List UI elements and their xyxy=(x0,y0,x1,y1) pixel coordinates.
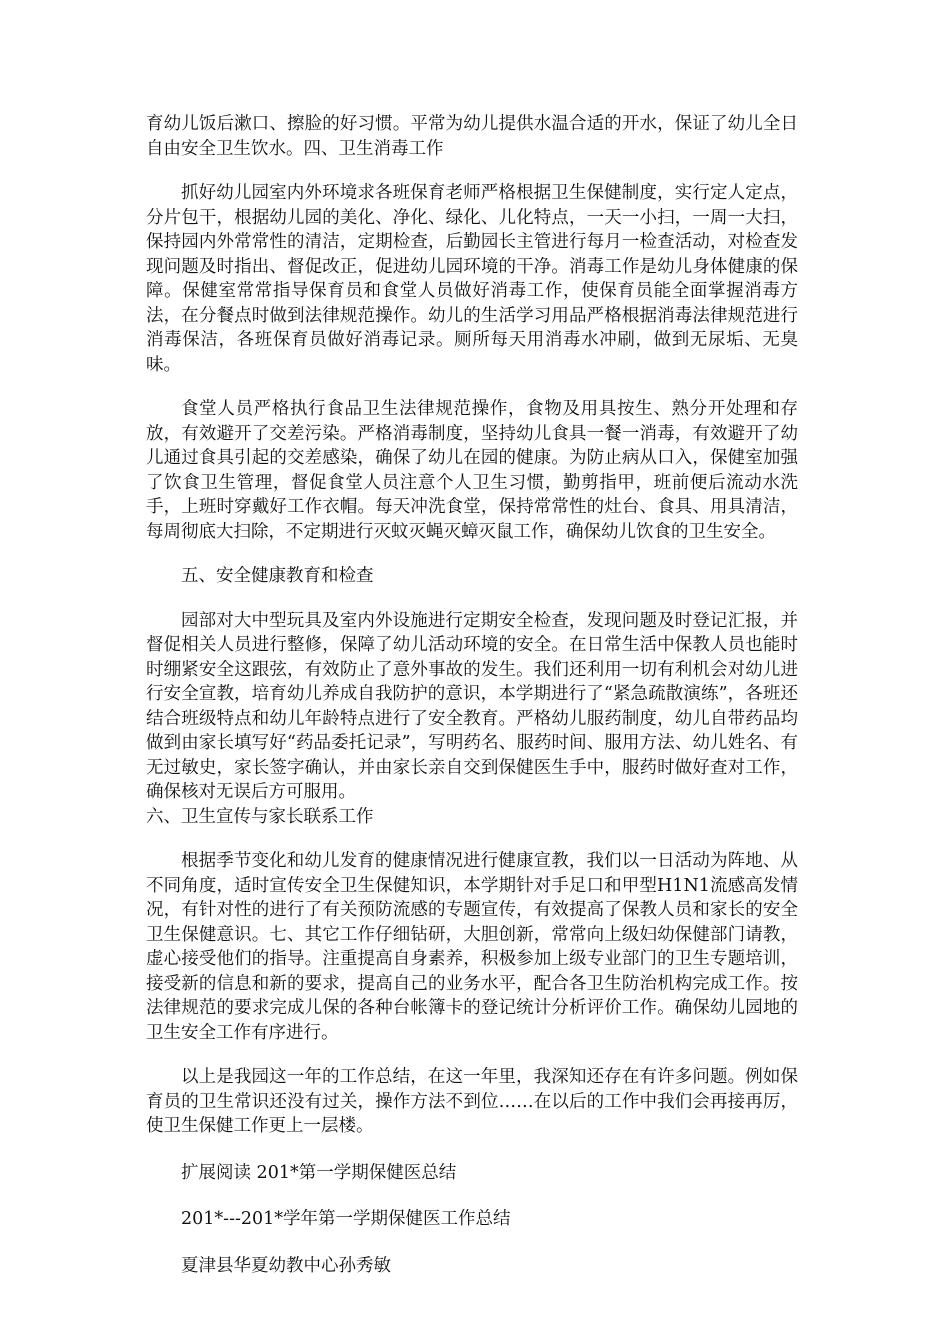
paragraph-disinfection: 抓好幼儿园室内外环境求各班保育老师严格根据卫生保健制度，实行定人定点，分片包干，根据幼儿园的美化、净化、绿化、儿化特点，一天一小扫，一周一大扫，保持园内外常常性的清洁，定期检查，后勤园长主管进行每月一检查活动，对检查发现问题及时指出、督促改正，促进幼儿园环境的干净。消毒工作是幼儿身体健康的保障。保健室常常指导保育员和食堂人员做好消毒工作，使保育员能全面掌握消毒方法，在分餐点时做到法律规范操作。幼儿的生活学习用品严格根据消毒法律规范进行消毒保洁，各班保育员做好消毒记录。厕所每天用消毒水冲刷，做到无尿垢、无臭味。 xyxy=(146,183,798,375)
heading-health-publicity: 六、卫生宣传与家长联系工作 xyxy=(146,806,374,827)
paragraph-hygiene-habits: 育幼儿饭后漱口、擦脸的好习惯。平常为幼儿提供水温合适的开水，保证了幼儿全日自由安全卫生饮水。四、卫生消毒工作 xyxy=(146,114,798,159)
heading-safety-education: 五、安全健康教育和检查 xyxy=(181,566,374,586)
author-line: 夏津县华夏幼教中心孙秀敏 xyxy=(181,1255,391,1276)
summary-title: 201*---201*学年第一学期保健医工作总结 xyxy=(181,1209,511,1229)
paragraph-safety-inspection: 园部对大中型玩具及室内外设施进行定期安全检查，发现问题及时登记汇报，并督促相关人员进行整修，保障了幼儿活动环境的安全。在日常生活中保教人员也能时时绷紧安全这跟弦，有效防止了意外事故的发生。我们还利用一切有利机会对幼儿进行安全宣教，培育幼儿养成自我防护的意识，本学期进行了“紧急疏散演练”，各班还结合班级特点和幼儿年龄特点进行了安全教育。严格幼儿服药制度，幼儿自带药品均做到由家长填写好“药品委托记录”，写明药名、服药时间、服用方法、幼儿姓名、有无过敏史，家长签字确认，并由家长亲自交到保健医生手中，服药时做好查对工作，确保核对无误后方可服用。 xyxy=(146,610,798,802)
paragraph-conclusion: 以上是我园这一年的工作总结，在这一年里，我深知还存在有许多问题。例如保育员的卫生常识还没有过关，操作方法不到位……在以后的工作中我们会再接再厉，使卫生保健工作更上一层楼。 xyxy=(146,1067,798,1136)
paragraph-health-publicity: 根据季节变化和幼儿发育的健康情况进行健康宣教，我们以一日活动为阵地、从不同角度，适时宣传安全卫生保健知识，本学期针对手足口和甲型H1N1流感高发情况，有针对性的进行了有关预防流感的专题宣传，有效提高了保教人员和家长的安全卫生保健意识。七、其它工作仔细钻研，大胆创新，常常向上级妇幼保健部门请教，虚心接受他们的指导。注重提高自身素养，积极参加上级专业部门的卫生专题培训，接受新的信息和新的要求，提高自己的业务水平，配合各卫生防治机构完成工作。按法律规范的要求完成儿保的各种台帐簿卡的登记统计分析评价工作。确保幼儿园地的卫生安全工作有序进行。 xyxy=(146,851,798,1043)
paragraph-canteen: 食堂人员严格执行食品卫生法律规范操作，食物及用具按生、熟分开处理和存放，有效避开了交差污染。严格消毒制度，坚持幼儿食具一餐一消毒，有效避开了幼儿通过食具引起的交差感染，确保了幼儿在园的健康。为防止病从口入，保健室加强了饮食卫生管理，督促食堂人员注意个人卫生习惯，勤剪指甲，班前便后流动水洗手，上班时穿戴好工作衣帽。每天冲洗食堂，保持常常性的灶台、食具、用具清洁，每周彻底大扫除，不定期进行灭蚊灭蝇灭蟑灭鼠工作，确保幼儿饮食的卫生安全。 xyxy=(146,399,798,542)
extended-reading-title: 扩展阅读 201*第一学期保健医总结 xyxy=(181,1162,457,1183)
document-body xyxy=(146,112,798,1278)
